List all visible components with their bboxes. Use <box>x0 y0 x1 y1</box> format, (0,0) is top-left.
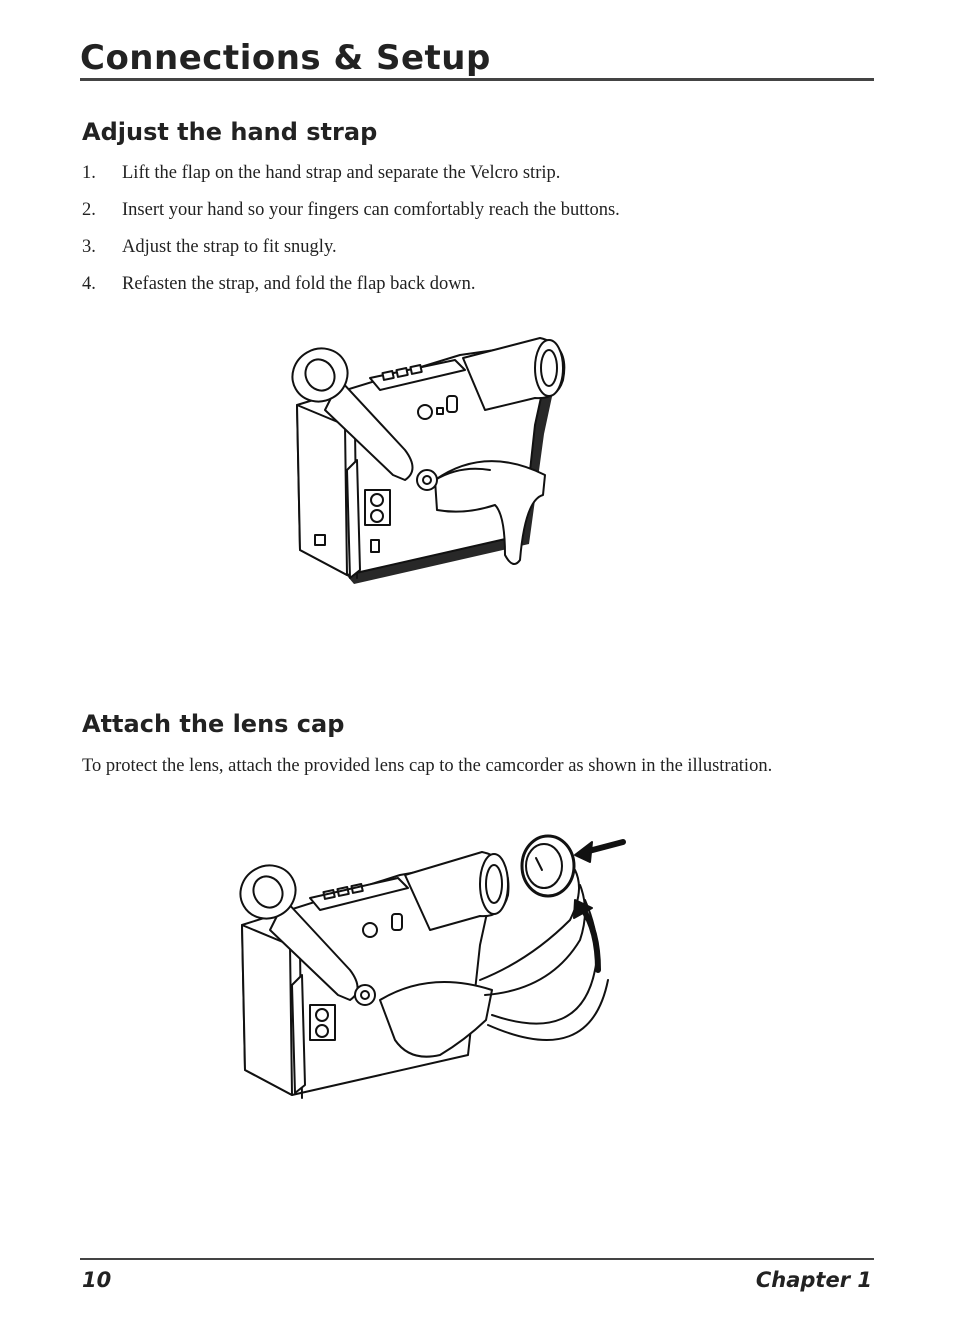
footer-divider <box>80 1258 874 1260</box>
section-heading-lens-cap: Attach the lens cap <box>82 710 345 738</box>
step-number: 4. <box>82 274 96 294</box>
chapter-label: Chapter 1 <box>755 1268 872 1292</box>
page-title: Connections & Setup <box>80 38 491 78</box>
header-divider <box>80 78 874 81</box>
list-item <box>82 197 882 234</box>
camcorder-lens-cap-illustration <box>230 830 640 1105</box>
list-item <box>82 234 882 271</box>
step-number: 2. <box>82 200 96 220</box>
page-number: 10 <box>82 1268 112 1292</box>
step-text: Adjust the strap to fit snugly. <box>122 237 337 257</box>
list-item <box>82 160 882 197</box>
step-number: 3. <box>82 237 96 257</box>
hand-strap-steps <box>82 160 882 308</box>
step-number: 1. <box>82 163 96 183</box>
lens-cap-paragraph: To protect the lens, attach the provided lens cap to the camcorder as shown in the illustration. <box>82 756 773 776</box>
camcorder-hand-strap-illustration <box>285 330 585 590</box>
list-item <box>82 271 882 308</box>
section-heading-hand-strap: Adjust the hand strap <box>82 118 378 146</box>
step-text: Insert your hand so your fingers can comfortably reach the buttons. <box>122 200 620 220</box>
step-text: Lift the flap on the hand strap and separate the Velcro strip. <box>122 163 561 183</box>
step-text: Refasten the strap, and fold the flap back down. <box>122 274 476 294</box>
